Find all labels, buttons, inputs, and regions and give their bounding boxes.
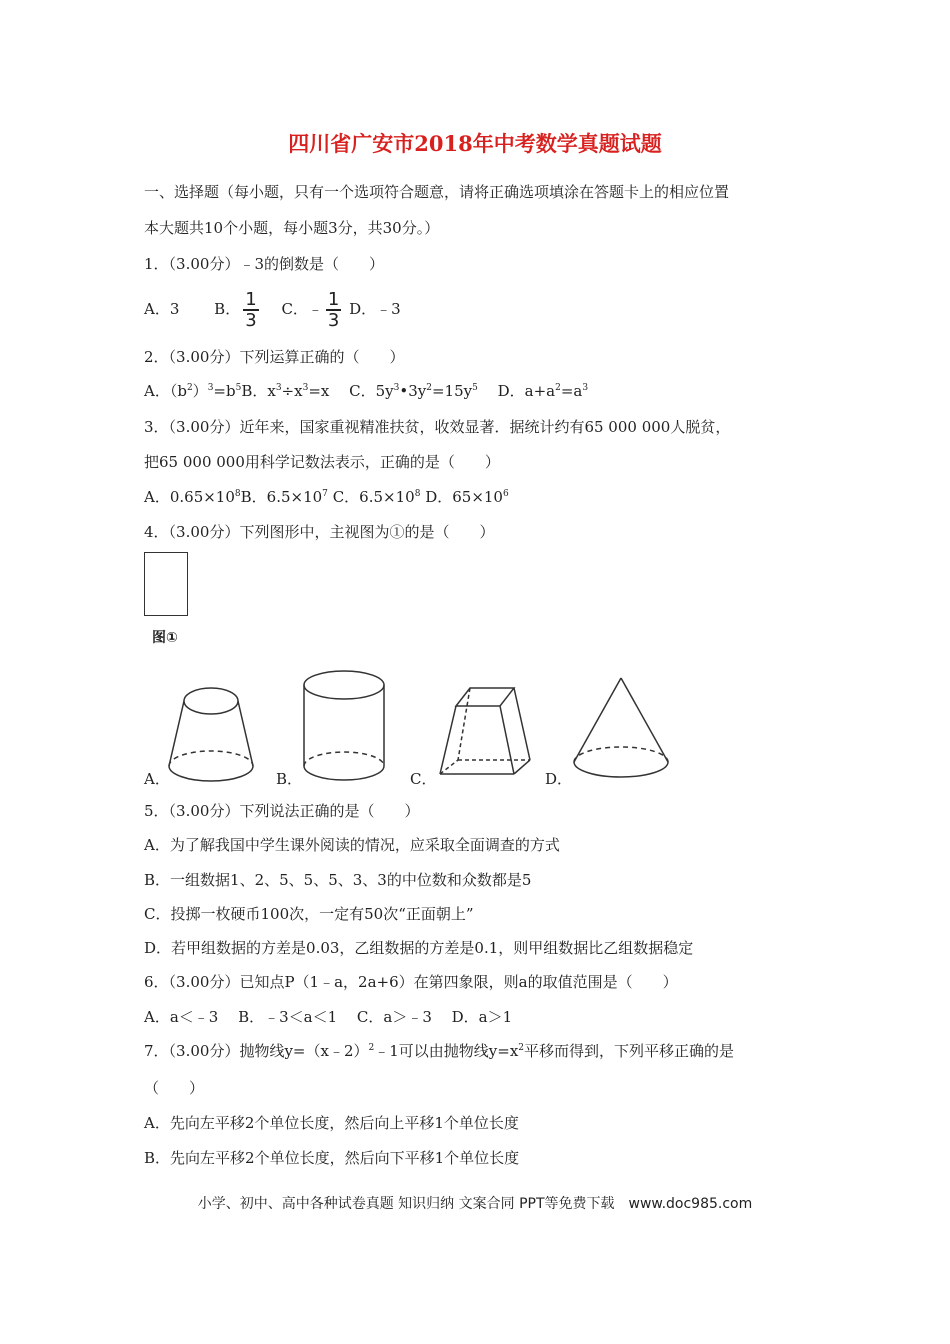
q1-c-numerator: 1	[327, 289, 340, 310]
q7-stem-exp: 2	[368, 1043, 375, 1053]
q2-c-part: =15y	[431, 382, 473, 400]
q5-option-c: C．投掷一枚硬币100次，一定有50次“正面朝上”	[144, 905, 474, 923]
frustum-figure	[160, 684, 260, 786]
q2-c-exp: 3	[393, 383, 400, 393]
q7-stem-exp: 2	[518, 1043, 525, 1053]
q1-option-b-label: B．	[214, 300, 241, 318]
q2-a-exp: 5	[235, 383, 242, 393]
q5-option-d: D．若甲组数据的方差是0.03，乙组数据的方差是0.1，则甲组数据比乙组数据稳定	[144, 939, 694, 957]
q3-option-a: A．0.65×10	[144, 488, 235, 506]
q2-d-exp: 2	[555, 383, 561, 393]
q1-b-numerator: 1	[245, 289, 257, 310]
q7-option-a: A．先向左平移2个单位长度，然后向上平移1个单位长度	[144, 1114, 519, 1132]
q2-b-part: =x	[308, 382, 330, 400]
q3-d-exp: 6	[502, 489, 509, 499]
q3-b-exp: 7	[322, 489, 328, 499]
q3-option-d: D．65×10	[425, 488, 503, 506]
q1-option-d: D．﹣3	[349, 300, 401, 318]
q2-d-part: D．a+a	[497, 382, 556, 400]
q1-option-c-fraction	[326, 290, 341, 330]
q5-option-b: B．一组数据1、2、5、5、5、3、3的中位数和众数都是5	[144, 871, 532, 889]
figure-1-label: 图①	[152, 630, 178, 646]
q3-a-exp: 8	[234, 489, 241, 499]
page-title: 四川省广安市2018年中考数学真题试题	[288, 131, 662, 156]
q2-c-exp: 2	[426, 383, 432, 393]
q2-a-exp: 2	[186, 383, 193, 393]
q1-b-denominator: 3	[245, 310, 257, 331]
q2-a-part: ）	[192, 382, 208, 400]
q3-stem-line2: 把65 000 000用科学记数法表示，正确的是（ ）	[144, 453, 500, 471]
q2-b-part: ÷x	[281, 382, 303, 400]
q5-option-a: A．为了解我国中学生课外阅读的情况，应采取全面调查的方式	[144, 836, 560, 854]
q7-stem-line1	[144, 1041, 734, 1061]
q5-stem: 5．（3.00分）下列说法正确的是（ ）	[144, 802, 420, 820]
q2-a-part: =b	[213, 382, 236, 400]
q2-a-exp: 3	[207, 383, 214, 393]
q3-options	[144, 487, 509, 507]
q2-b-part: B．x	[241, 382, 276, 400]
q2-c-exp: 5	[472, 383, 478, 393]
section-instructions-line1: 一、选择题（每小题，只有一个选项符合题意，请将正确选项填涂在答题卡上的相应位置	[144, 183, 730, 201]
q1-option-a: A．3	[144, 300, 180, 318]
q1-stem: 1．（3.00分）﹣3的倒数是（ ）	[144, 255, 384, 273]
q6-options: A．a＜﹣3 B．﹣3＜a＜1 C．a＞﹣3 D．a＞1	[144, 1008, 513, 1026]
q7-stem-part: 7．（3.00分）抛物线y=（x﹣2）	[144, 1042, 369, 1060]
q7-stem-part: 平移而得到，下列平移正确的是	[524, 1042, 735, 1060]
q2-c-part: C．5y	[349, 382, 394, 400]
cylinder-figure	[300, 668, 390, 786]
q4-option-d-label: D．	[545, 770, 573, 788]
q6-stem: 6．（3.00分）已知点P（1﹣a，2a+6）在第四象限，则a的取值范围是（ ）	[144, 973, 678, 991]
cone-figure	[568, 674, 674, 786]
prism-frustum-figure	[434, 684, 534, 784]
q2-c-part: •3y	[399, 382, 427, 400]
q7-stem-line2: （ ）	[144, 1079, 205, 1097]
q7-stem-part: ﹣1可以由抛物线y=x	[374, 1042, 519, 1060]
q2-b-exp: 3	[275, 383, 282, 393]
q1-c-denominator: 3	[327, 310, 340, 331]
q2-b-exp: 3	[302, 383, 309, 393]
q4-stem: 4．（3.00分）下列图形中，主视图为①的是（ ）	[144, 523, 495, 541]
front-view-rectangle-figure	[144, 552, 188, 616]
q2-d-exp: 3	[582, 383, 589, 393]
q3-option-c: C．6.5×10	[332, 488, 415, 506]
q3-option-b: B．6.5×10	[240, 488, 323, 506]
q1-options	[144, 288, 401, 330]
q2-a-part: A．（b	[144, 382, 187, 400]
q7-option-b: B．先向左平移2个单位长度，然后向下平移1个单位长度	[144, 1149, 520, 1167]
section-instructions-line2: 本大题共10个小题，每小题3分，共30分。）	[144, 219, 440, 237]
q1-option-c-label: C．﹣	[281, 300, 323, 318]
q4-option-a-label: A．	[144, 770, 170, 788]
q2-options	[144, 381, 588, 401]
footer-advert: 小学、初中、高中各种试卷真题 知识归纳 文案合同 PPT等免费下载 www.doc985.com	[197, 1196, 753, 1212]
q2-stem: 2．（3.00分）下列运算正确的（ ）	[144, 348, 405, 366]
q1-option-b-fraction	[243, 290, 258, 330]
q4-option-b-label: B．	[276, 770, 303, 788]
q3-stem-line1: 3．（3.00分）近年来，国家重视精准扶贫，收效显著．据统计约有65 000 000人脱贫，	[144, 418, 731, 436]
q4-option-c-label: C．	[410, 770, 437, 788]
q3-c-exp: 8	[414, 489, 421, 499]
q2-d-part: =a	[560, 382, 583, 400]
